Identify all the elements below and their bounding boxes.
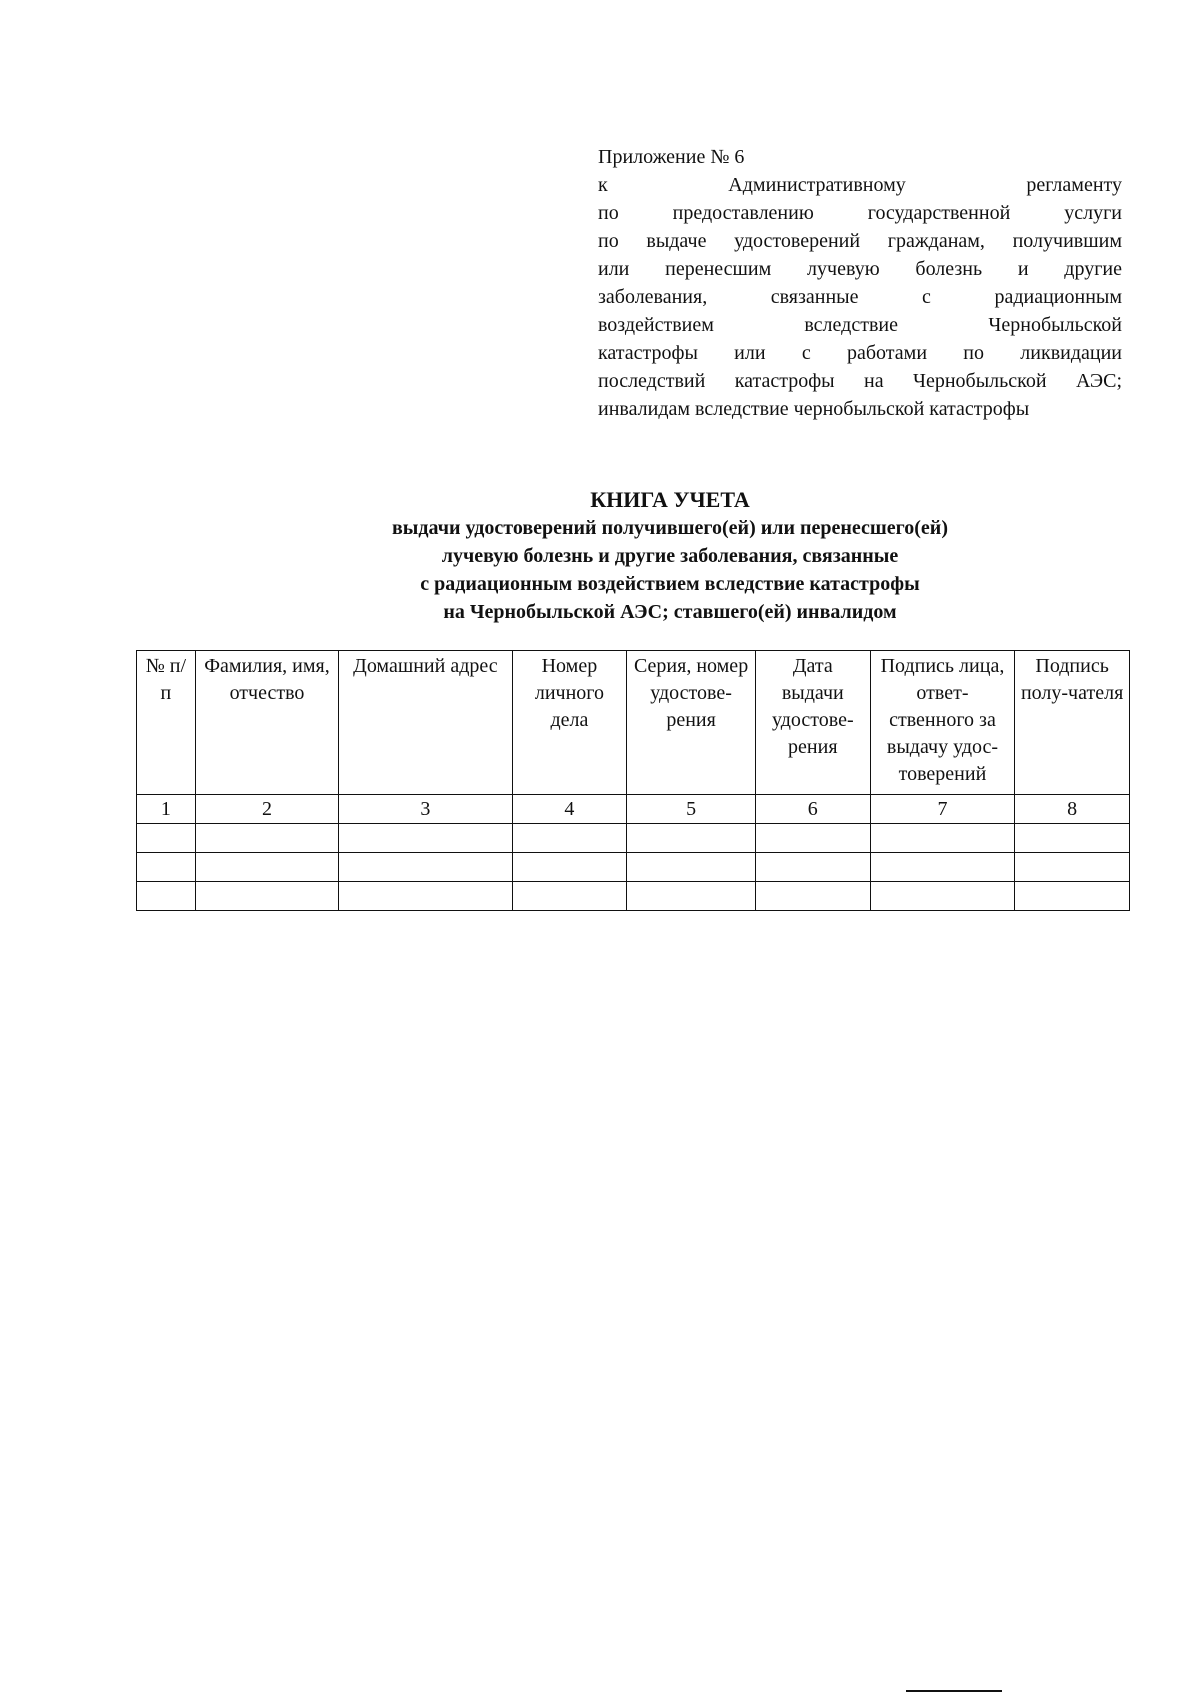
column-number: 8: [1015, 795, 1130, 824]
header-full-name: Фамилия, имя, отчество: [195, 651, 339, 795]
header-number: № п/п: [137, 651, 196, 795]
table-row: [137, 882, 1130, 911]
appendix-line: катастрофы или с работами по ликвидации: [598, 342, 1122, 364]
column-number: 1: [137, 795, 196, 824]
column-number: 7: [870, 795, 1015, 824]
table-cell: [195, 853, 339, 882]
appendix-line: воздействием вследствие Чернобыльской: [598, 314, 1122, 336]
table-cell: [137, 824, 196, 853]
footer-rule: [906, 1690, 1002, 1692]
appendix-line: к Административному регламенту: [598, 174, 1122, 196]
header-issuer-signature: Подпись лица, ответ-ственного за выдачу удос-товерений: [870, 651, 1015, 795]
appendix-line: по выдаче удостоверений гражданам, получившим: [598, 230, 1122, 252]
document-title: [200, 486, 1140, 626]
table-cell: [755, 853, 870, 882]
table-cell: [339, 853, 512, 882]
table-cell: [137, 882, 196, 911]
appendix-line: по предоставлению государственной услуги: [598, 202, 1122, 224]
column-number: 5: [627, 795, 756, 824]
header-certificate-series: Серия, номер удостове-рения: [627, 651, 756, 795]
title-main: КНИГА УЧЕТА: [590, 487, 750, 512]
table-cell: [627, 824, 756, 853]
appendix-note: [598, 143, 1122, 423]
table-cell: [1015, 853, 1130, 882]
appendix-line: инвалидам вследствие чернобыльской катастрофы: [598, 398, 1030, 420]
appendix-line: или перенесшим лучевую болезнь и другие: [598, 258, 1122, 280]
table-cell: [195, 824, 339, 853]
column-number-row: [137, 795, 1130, 824]
table-cell: [339, 824, 512, 853]
table-row: [137, 824, 1130, 853]
title-line: лучевую болезнь и другие заболевания, связанные: [441, 545, 899, 567]
header-recipient-signature: Подпись полу-чателя: [1015, 651, 1130, 795]
table-cell: [512, 853, 627, 882]
title-line: выдачи удостоверений получившего(ей) или перенесшего(ей): [392, 517, 948, 539]
ledger-table: [136, 650, 1130, 911]
table-cell: [755, 882, 870, 911]
column-number: 4: [512, 795, 627, 824]
table-cell: [512, 882, 627, 911]
table-cell: [339, 882, 512, 911]
table-cell: [870, 853, 1015, 882]
table-cell: [627, 882, 756, 911]
appendix-number: Приложение № 6: [598, 146, 745, 168]
table-cell: [1015, 882, 1130, 911]
appendix-line: последствий катастрофы на Чернобыльской АЭС;: [598, 370, 1122, 392]
table-cell: [627, 853, 756, 882]
header-issue-date: Дата выдачи удостове-рения: [755, 651, 870, 795]
title-line: с радиационным воздействием вследствие катастрофы: [420, 573, 920, 595]
header-case-number: Номер личного дела: [512, 651, 627, 795]
table-cell: [512, 824, 627, 853]
table-cell: [137, 853, 196, 882]
title-line: на Чернобыльской АЭС; ставшего(ей) инвалидом: [443, 601, 897, 623]
table-header-row: [137, 651, 1130, 795]
table-cell: [1015, 824, 1130, 853]
column-number: 3: [339, 795, 512, 824]
table-cell: [870, 882, 1015, 911]
column-number: 6: [755, 795, 870, 824]
column-number: 2: [195, 795, 339, 824]
table-cell: [195, 882, 339, 911]
table-cell: [870, 824, 1015, 853]
appendix-line: заболевания, связанные с радиационным: [598, 286, 1122, 308]
header-home-address: Домашний адрес: [339, 651, 512, 795]
table-row: [137, 853, 1130, 882]
table-cell: [755, 824, 870, 853]
